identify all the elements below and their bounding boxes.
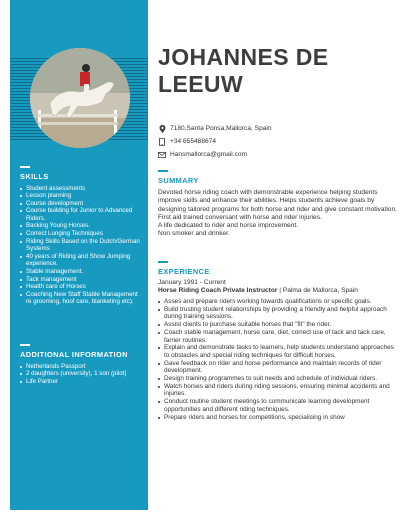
skills-title: SKILLS <box>20 172 49 181</box>
skill-item: Tack management <box>20 276 142 284</box>
summary-text <box>158 189 398 239</box>
experience-list <box>158 298 398 421</box>
skill-item: Riding Skills Based on the Dutch/German Systems <box>20 238 142 253</box>
address-text: 7180,Santa Ponsa,Mallorca, Spain <box>170 125 272 132</box>
experience-title: EXPERIENCE <box>158 267 210 276</box>
email-icon <box>158 151 166 159</box>
experience-duty-item: Coach stable management, horse care, diet, correct use of tack and tack care, farrier routines. <box>158 329 398 344</box>
contact-address <box>158 122 398 135</box>
experience-duty-item: Asses and prepare riders working towards qualifications or specific goals. <box>158 298 398 306</box>
skill-item: Lesson planning <box>20 192 142 200</box>
skill-item: Stable management. <box>20 268 142 276</box>
section-accent <box>158 170 168 172</box>
section-accent <box>20 344 30 346</box>
contact-email <box>158 148 398 161</box>
job-heading <box>158 287 398 295</box>
email-text[interactable]: Hansmallorca@gmail.com <box>170 151 248 158</box>
skill-item: Coaching New Staff Stable Management re grooming, hoof care, blanketing etc). <box>20 291 142 306</box>
skill-item: Course building for Junior to Advanced Riders. <box>20 207 142 222</box>
job-employer: | Palma de Mallorca, Spain <box>277 287 358 294</box>
summary-section <box>158 170 398 239</box>
skill-item: Student assessments <box>20 185 142 193</box>
job-dates: January 1991 - Current <box>158 279 226 286</box>
additional-list <box>20 363 142 386</box>
sidebar <box>10 0 148 510</box>
experience-duty-item: Prepare riders and horses for competitions, specialising in show <box>158 414 398 422</box>
contact-block <box>158 122 398 161</box>
experience-duty-item: Gave feedback on rider and horse performance and maintain records of rider development. <box>158 360 398 375</box>
experience-section <box>158 261 398 421</box>
phone-icon <box>158 138 166 146</box>
additional-info-item: 2 daughters (university), 1 son (pilot) <box>20 370 142 378</box>
candidate-name: JOHANNES DE LEEUW <box>158 44 329 97</box>
horse-jumping-photo <box>30 48 130 148</box>
experience-duty-item: Design training programmes to suit needs and schedule of individual riders. <box>158 375 398 383</box>
section-accent <box>158 261 168 263</box>
profile-photo <box>30 48 130 148</box>
experience-duty-item: Watch horses and riders during riding sessions, ensuring minimal accidents and injuries. <box>158 383 398 398</box>
skill-item: 40 years of Riding and Show Jumping experience. <box>20 253 142 268</box>
phone-text[interactable]: +34 655488674 <box>170 138 217 145</box>
location-icon <box>158 125 166 133</box>
summary-title: SUMMARY <box>158 176 199 185</box>
additional-section <box>20 344 142 385</box>
experience-duty-item: Conduct routine student meetings to communicate learning development opportunities and different riding techniques. <box>158 398 398 413</box>
skill-item: Backing Young Horses. <box>20 222 142 230</box>
summary-paragraph: A life dedicated to rider and horse improvement. <box>158 222 299 230</box>
summary-paragraph: Devoted horse riding coach with demonstrable experience helping students improve skills and enhance their abilities. Helps students achieve goals by designing tailored programs for both horse and rider and give constant motivation. First aid trained conversant with horse and rider injuries. <box>158 189 397 221</box>
experience-duty-item: Build trusting student relationships by providing a friendly and helpful approach during training sessions. <box>158 306 398 321</box>
additional-title: ADDITIONAL INFORMATION <box>20 350 128 359</box>
contact-phone <box>158 135 398 148</box>
skill-item: Course development <box>20 200 142 208</box>
experience-duty-item: Explain and demonstrate tasks to learners, help students understand approaches to obstacles and special riding techniques for difficult horses. <box>158 344 398 359</box>
skill-item: Health care of Horses <box>20 283 142 291</box>
additional-info-item: Life Partner <box>20 378 142 386</box>
section-accent <box>20 166 30 168</box>
skills-section <box>20 166 142 306</box>
skill-item: Correct Lunging Techniques <box>20 230 142 238</box>
experience-duty-item: Assist clients to purchase suitable horses that "fit" the rider. <box>158 321 398 329</box>
summary-paragraph: Non smoker and drinker. <box>158 230 230 238</box>
job-position: Horse Riding Coach Private Instructor <box>158 287 278 294</box>
additional-info-item: Netherlands Passport <box>20 363 142 371</box>
skills-list <box>20 185 142 307</box>
